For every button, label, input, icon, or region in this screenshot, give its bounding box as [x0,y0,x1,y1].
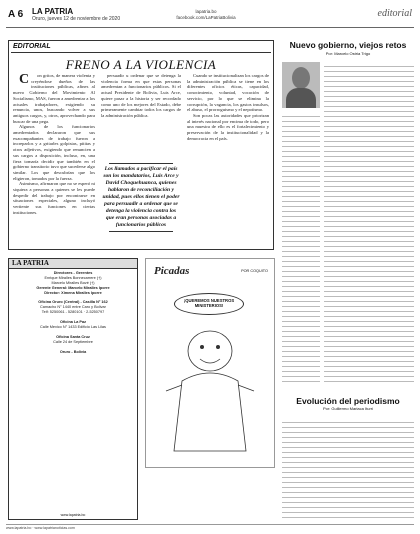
page-number: A 6 [8,9,24,20]
masthead-line: Calle 24 de Septiembre [53,339,93,344]
article-body-1-text [324,62,414,384]
masthead-heading: Oficina Oruro (Central) - Casilla N° 162 [38,300,108,305]
paragraph: Asimismo, afirmaron que no se esperó ni siquiera a personas a quienes se les puede despedir del trabajo por encontrarse en situaciones especiales, alguno incluyó vertiente sus funciones en ciertas instituciones. [13,181,95,215]
editorial-column-2 [101,73,181,159]
masthead-line: Enrique Miralles Bonnecarrere (†) [44,275,102,280]
masthead-band: LA PATRIA [9,259,137,269]
page-footer: www.lapatria.bo · www.lapatrianoticias.com [6,524,414,530]
divider [109,163,173,164]
speech-bubble: ¡QUEREMOS NUESTROS MINISTERIOS! [174,293,244,315]
author-photo [282,62,320,108]
divider [11,52,271,53]
masthead-heading: Directores - Gerentes [53,271,93,275]
pull-quote [101,161,181,234]
paragraph: Son pocas las autoridades que priorizan al interés nacional por encima de todo, pero una muestra de ello es el fortalecimiento y preservación de la institucionalidad y la democracia en el país. [187,112,269,141]
article-body-1-text-left [282,112,320,384]
newspaper-name: LA PATRIA [32,7,74,16]
editorial-column-1 [13,73,95,216]
pull-quote-text: Los llamados a pacificar el país son los mandatarios, Luis Arce y David Choquehuanca, quienes hablaron de reconciliación y unidad, pues ellos tienen el poder para persuadir a ordenar que se detenga la violencia contra los que eran personas asociadas a funcionarios públicos [102,166,180,228]
article-body-2-text [282,418,414,522]
masthead-heading: Oficina La Paz [60,320,86,325]
masthead-box [8,258,138,520]
site-link-1[interactable]: lapatria.bo [195,9,217,14]
editorial-title: FRENO A LA VIOLENCIA [65,57,217,72]
editorial-column-3 [187,73,269,247]
opinion-article-2 [282,396,414,411]
paragraph: Cuando se institucionalizan los cargos de la administración pública se tiene en los diferentes oficios éticas, capacidad, conocimiento, voluntad, vocación de servicio, por lo que se elimina la corrupción, la vagancia, los gastos insulsos, el abuso, el prorroguismo y el nepotismo. [187,73,269,113]
masthead-heading: Gerente General: Marcelo Miralles Iporre [36,285,110,290]
article-title: Nuevo gobierno, viejos retos [289,40,407,50]
page-header [6,6,414,28]
cartoon [145,258,275,468]
issue-date: Oruro, jueves 12 de noviembre de 2020 [32,16,121,22]
section-name: editorial [377,8,412,19]
article-author: Por: Guillermo Mariaca Iturri [322,406,373,411]
paragraph: Algunos de los funcionarios amedrentados declararon que sus exacompañantes de trabajo fueron a increparlos y a gritarles golpistas, pititas y otros adjetivos, exigiendo que renuncien a sus cargos a disposición, incluso, en, una fiera tomaría decidir que también en el gobierno transitorio tuvo que sucederse algo similar. Los que descubrían que los eligieron, tomados por la fuerza. [13,124,95,181]
cartoon-credit: POR COQUITO [241,269,268,273]
masthead-heading: Oficina Santa Cruz [56,334,90,339]
masthead-heading: Oruro - Bolivia [59,349,87,354]
masthead-info [9,269,137,356]
article-author: Por: Marcelo Ostria Trigo [325,51,371,56]
masthead-line: Calle Mexico N° 1433 Edificio Las Lilas [40,324,106,329]
opinion-article-1 [282,40,414,56]
article-title: Evolución del periodismo [296,396,400,406]
editorial-tag: EDITORIAL [13,43,51,50]
cartoon-logo: Picadas [154,265,190,277]
paragraph: persuadir u ordenar que se detenga la violencia forma en que estas personas amedrentan a funcionarios públicos. Si el actual Presidente de Bolivia, Luis Arce, quiere pasar a la historia y ser recordado como uno de los mejores del Estado, debe primeramente cambiar todos los cargos de la administración pública. [101,73,181,118]
drop-cap: C [19,72,30,87]
masthead-line: Marcelo Miralles Bové (†) [51,280,95,285]
divider [109,231,173,232]
masthead-line: Telf: 5250061 - 5280101 · 2-5250797 [41,310,105,315]
editorial-box [8,40,274,250]
cartoon-drawing [146,321,274,461]
masthead-heading: Director: Ximena Miralles Iporre [44,290,102,295]
portrait-body [286,88,316,108]
paragraph: on gritos, de manera violenta y creyéndose dueños de las instituciones públicas, afines al nuevo Gobierno del Movimiento Al Socialismo, MAS, fueron a amedrentar a los actuales trabajadores, exigiendo su renuncia, unos, buscando volver a sus antiguos cargos, y, otros, aprovechando para buscar de una pega. [13,73,95,124]
site-links [166,9,246,21]
masthead-line: Camacho N° 1440 entre Caro y Bolívar [40,305,106,310]
portrait-head [292,67,310,89]
masthead-footer[interactable]: www.lapatria.bo [60,513,86,517]
site-link-2[interactable]: facebook.com/LaPatriaBolivia [176,15,236,20]
